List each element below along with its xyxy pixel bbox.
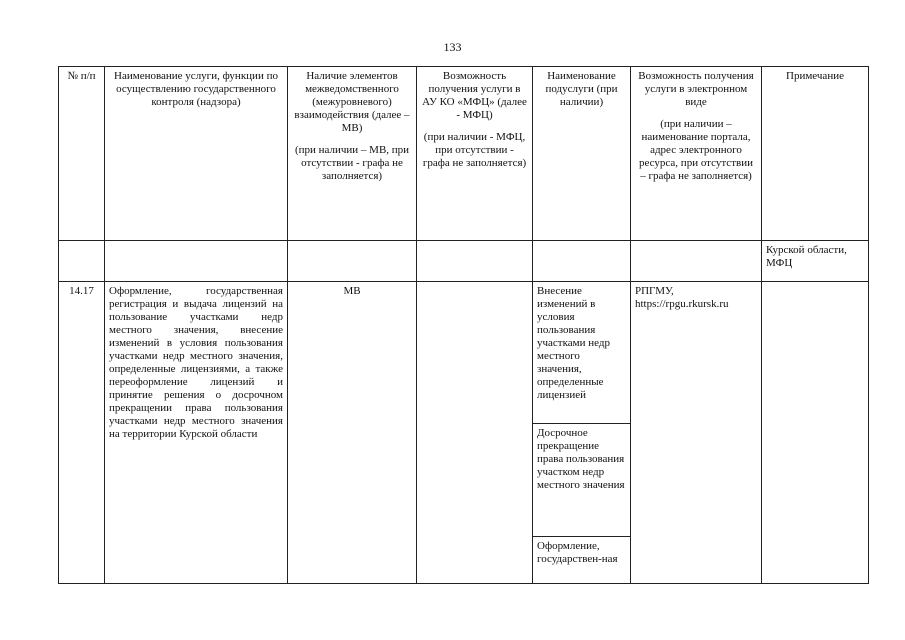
row-mfc bbox=[417, 282, 533, 584]
cont-note: Курской области, МФЦ bbox=[762, 241, 869, 282]
header-mfc: Возможность получения услуги в АУ КО «МФЦ» (далее - МФЦ) (при наличии - МФЦ, при отсутствии - графа не заполняется) bbox=[417, 67, 533, 241]
header-subservice: Наименование подуслуги (при наличии) bbox=[533, 67, 631, 241]
header-note: Примечание bbox=[762, 67, 869, 241]
cont-mv bbox=[288, 241, 417, 282]
cont-num bbox=[59, 241, 105, 282]
cont-service-name bbox=[105, 241, 288, 282]
subservice-item: Внесение изменений в условия пользования участками недр местного значения, определенные лицензией bbox=[533, 282, 630, 424]
row-note bbox=[762, 282, 869, 584]
row-electronic: РПГМУ, https://rpgu.rkursk.ru bbox=[631, 282, 762, 584]
continuation-row bbox=[59, 241, 869, 282]
header-mv: Наличие элементов межведомственного (межуровневого) взаимодействия (далее – МВ) (при наличии – МВ, при отсутствии - графа не заполняется) bbox=[288, 67, 417, 241]
cont-mfc bbox=[417, 241, 533, 282]
row-subservices bbox=[533, 282, 631, 584]
row-service-name: Оформление, государственная регистрация и выдача лицензий на пользование участками недр местного значения, внесение изменений в условия пользования участками недр местного значения, определенные лицензиями, а также переоформление лицензий и принятие решения о досрочном прекращении права пользования участками недр местного значения на территории Курской области bbox=[105, 282, 288, 584]
header-row bbox=[59, 67, 869, 241]
page-number: 133 bbox=[443, 40, 462, 54]
cont-subservice bbox=[533, 241, 631, 282]
row-num: 14.17 bbox=[59, 282, 105, 584]
cont-electronic bbox=[631, 241, 762, 282]
row-mv: МВ bbox=[288, 282, 417, 584]
header-electronic: Возможность получения услуги в электронном виде (при наличии – наименование портала, адрес электронного ресурса, при отсутствии – графа не заполняется) bbox=[631, 67, 762, 241]
subservice-item: Оформление, государствен-ная bbox=[537, 540, 618, 565]
services-table bbox=[58, 66, 869, 584]
subservice-item: Досрочное прекращение права пользования участком недр местного значения bbox=[533, 424, 630, 537]
header-num: № п/п bbox=[59, 67, 105, 241]
table-row bbox=[59, 282, 869, 584]
header-service-name: Наименование услуги, функции по осуществлению государственного контроля (надзора) bbox=[105, 67, 288, 241]
